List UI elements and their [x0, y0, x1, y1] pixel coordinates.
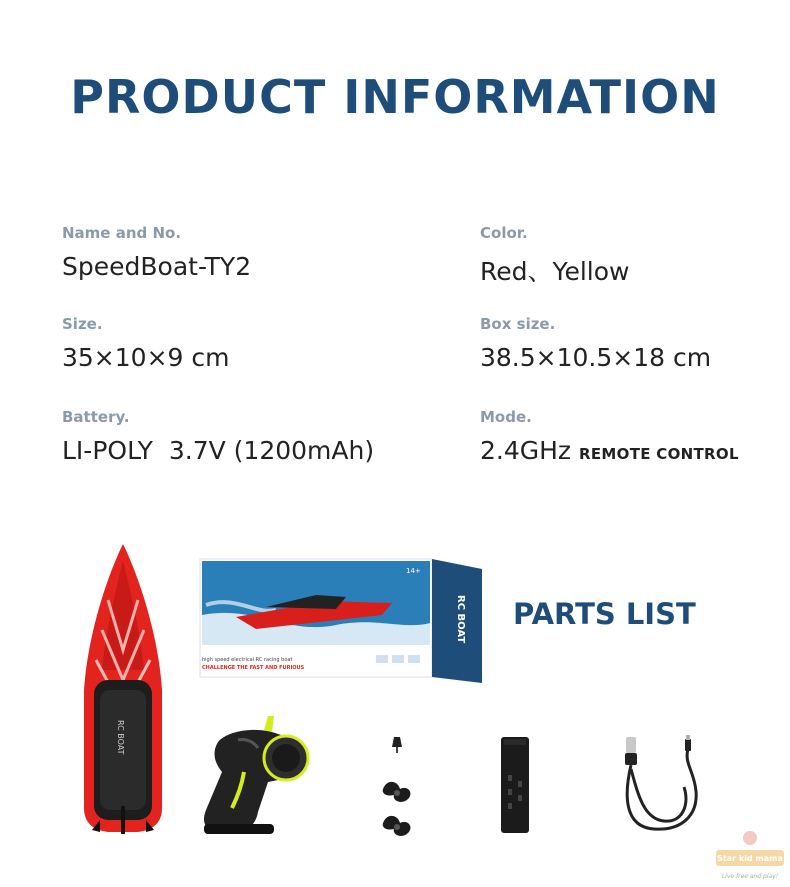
spec-color	[480, 224, 629, 288]
spec-value: Red、Yellow	[480, 257, 630, 286]
spec-size	[62, 315, 229, 372]
usb-cable-image	[618, 735, 708, 835]
spec-label: Size.	[62, 315, 103, 333]
spec-value: LI-POLY 3.7V (1200mAh)	[62, 436, 375, 465]
battery-image	[498, 735, 532, 835]
boat-top-view-image	[78, 540, 168, 840]
spec-value	[480, 436, 739, 465]
watermark-tagline: Live free and play!	[721, 873, 779, 880]
spec-value: SpeedBoat-TY2	[62, 252, 252, 281]
spec-battery	[62, 408, 374, 465]
spec-box-size	[480, 315, 711, 372]
mode-suffix: REMOTE CONTROL	[579, 445, 739, 463]
boat-deck-text: RC BOAT	[116, 720, 125, 755]
spec-label: Mode.	[480, 408, 532, 426]
spec-value: 38.5×10.5×18 cm	[480, 343, 712, 372]
parts-list-heading: PARTS LIST	[513, 597, 696, 631]
spec-value: 35×10×9 cm	[62, 343, 230, 372]
spec-mode	[480, 408, 739, 465]
watermark-logo	[712, 828, 788, 884]
mode-frequency: 2.4GHz	[480, 436, 572, 465]
box-side-text: RC BOAT	[455, 595, 466, 644]
propellers-image	[378, 735, 418, 840]
spec-label: Name and No.	[62, 224, 182, 242]
remote-controller-image	[198, 712, 318, 837]
spec-label: Battery.	[62, 408, 130, 426]
box-slogan: CHALLENGE THE FAST AND FURIOUS	[202, 665, 305, 671]
watermark-brand: Star kid mama	[717, 854, 783, 863]
spec-label: Box size.	[480, 315, 556, 333]
product-box-image	[196, 555, 486, 683]
spec-name	[62, 224, 251, 281]
box-tagline: high speed electrical RC racing boat	[202, 657, 293, 663]
page-title: PRODUCT INFORMATION	[70, 70, 720, 124]
spec-label: Color.	[480, 224, 528, 242]
box-age: 14+	[406, 567, 421, 575]
